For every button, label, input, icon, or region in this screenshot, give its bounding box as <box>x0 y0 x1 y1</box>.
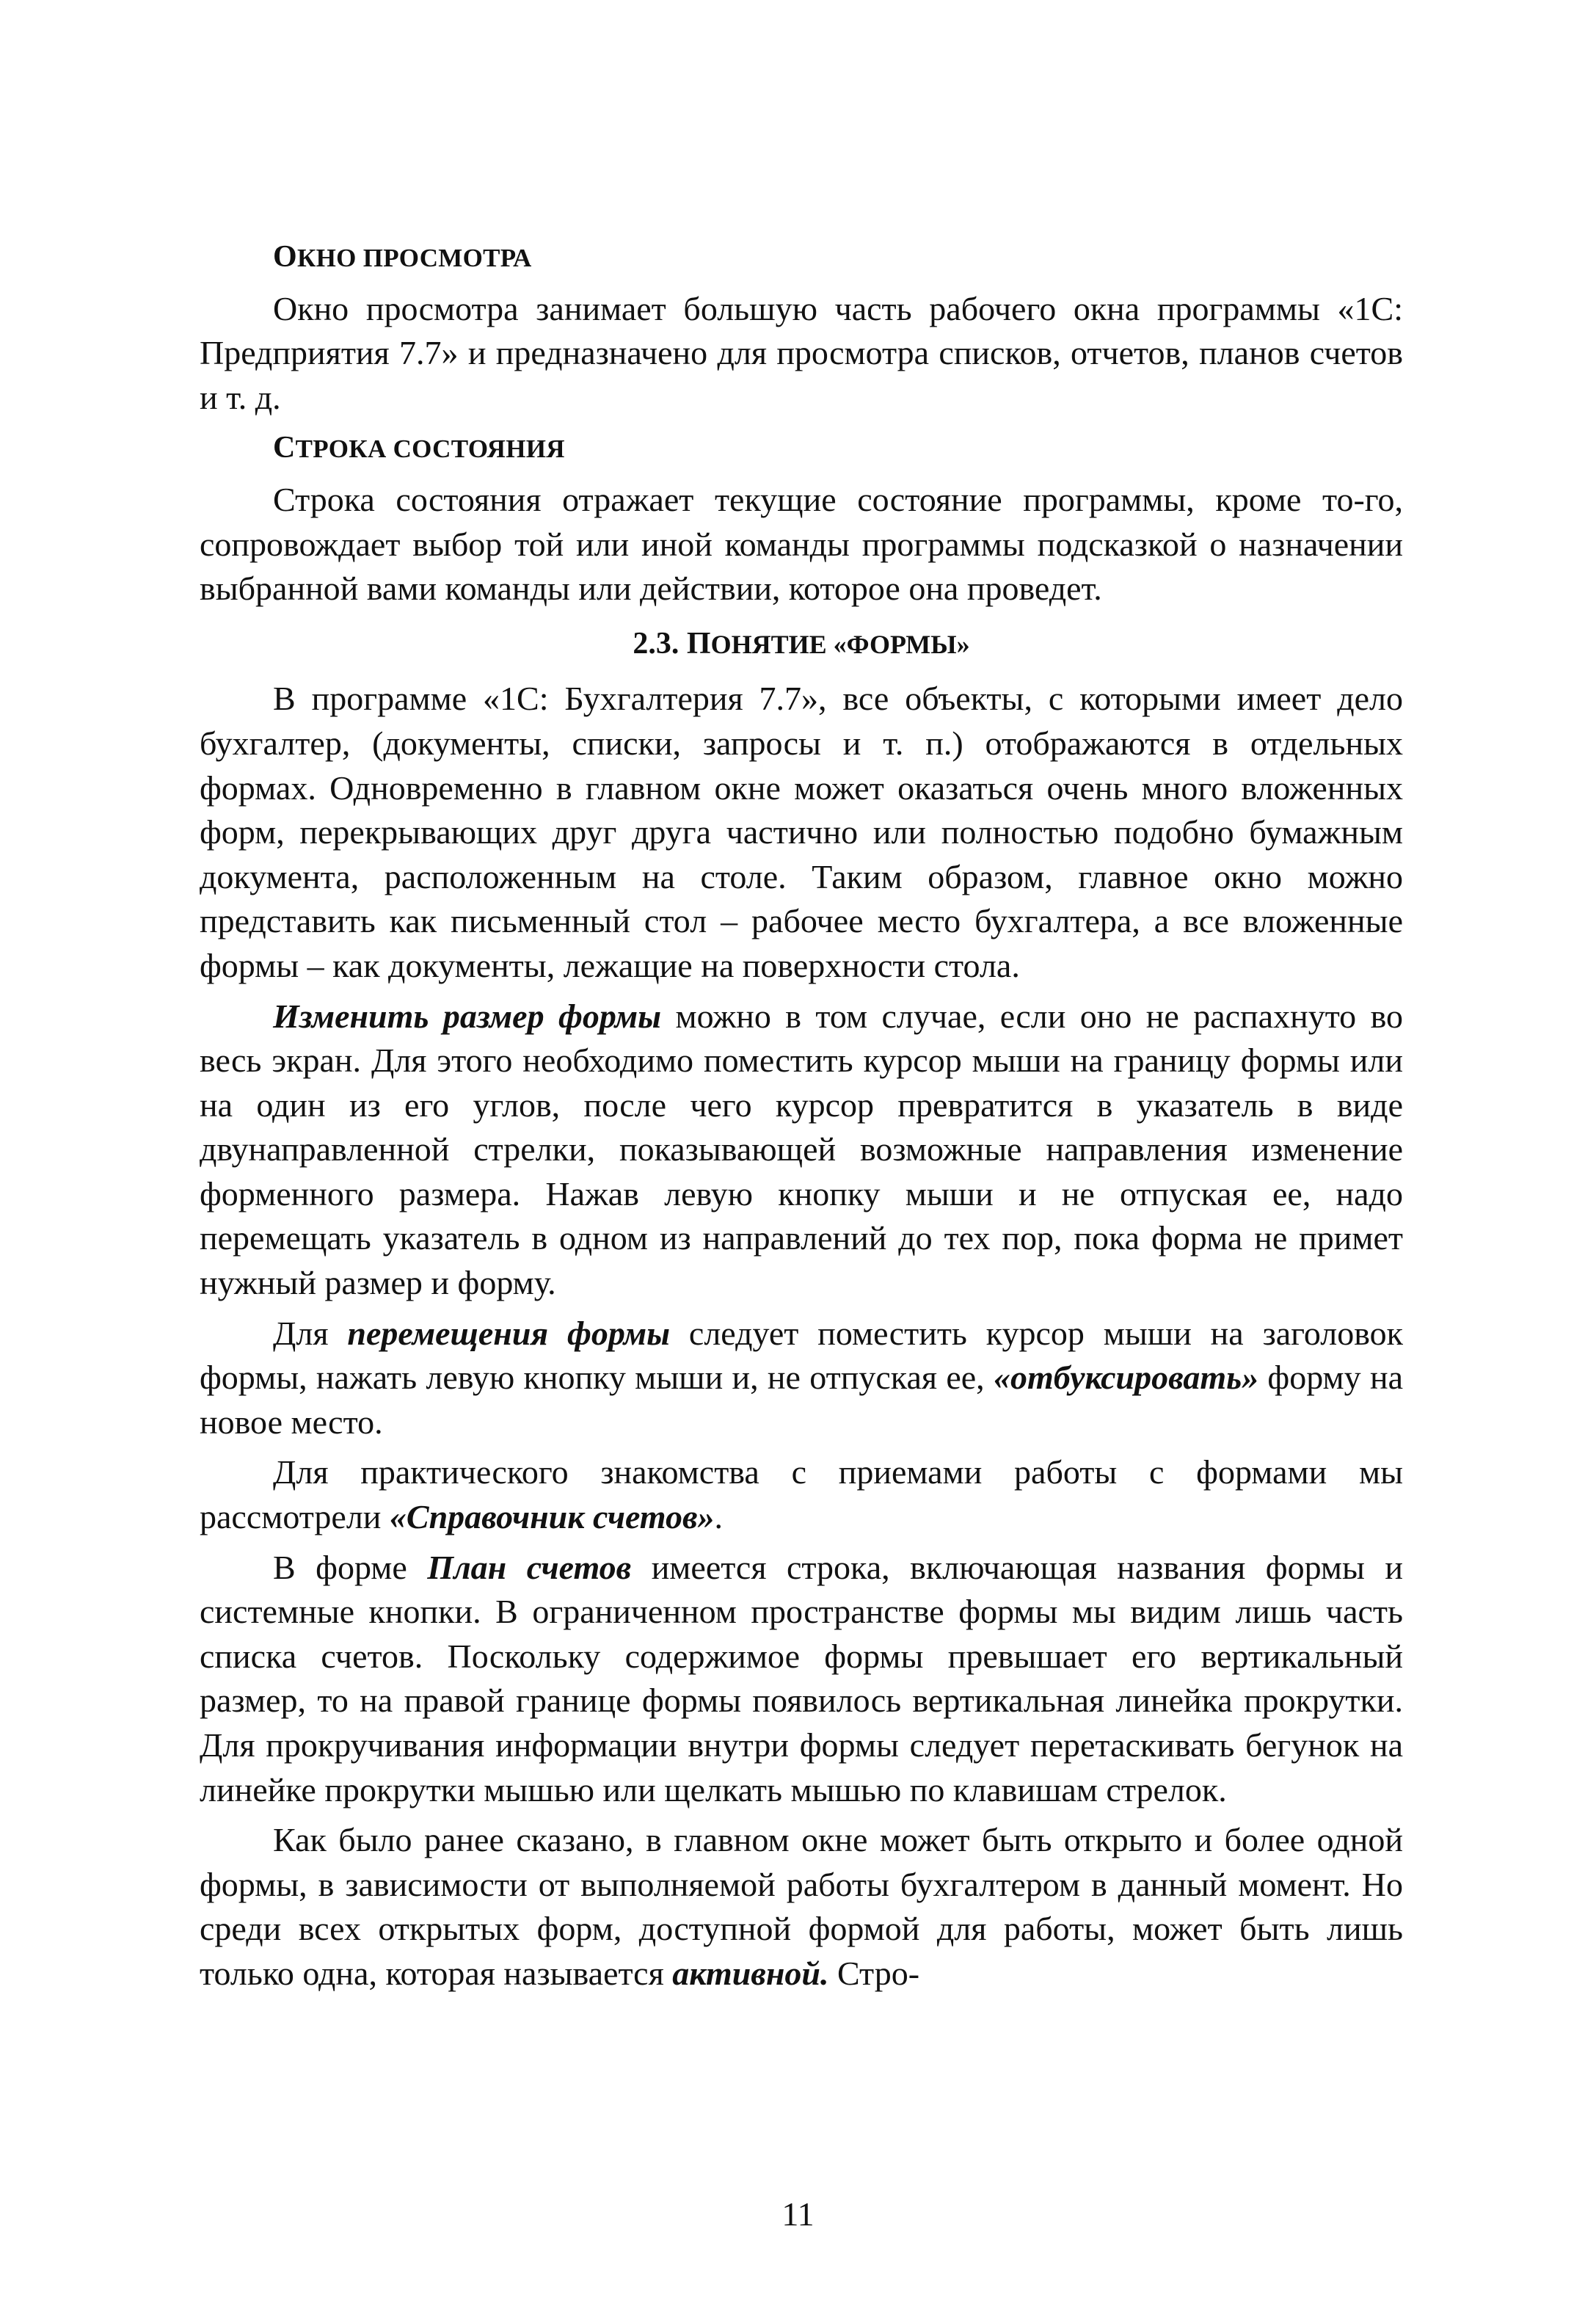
term-move-form: перемещения формы <box>347 1314 671 1352</box>
term-active: активной. <box>672 1954 829 1992</box>
subheading-rest: ТРОКА СОСТОЯНИЯ <box>295 435 565 464</box>
page-body <box>200 235 1403 2002</box>
paragraph-text: Для практического знакомства с приемами работы с формами мы рассмотрели <box>200 1453 1403 1536</box>
paragraph-practice <box>200 1450 1403 1539</box>
paragraph-status-bar: Строка состояния отражает текущие состояние программы, кроме то-го, сопровождает выбор той или иной команды программы подсказкой о назначении выбранной вами команды или действии, которое она проведет. <box>200 480 1403 608</box>
term-drag: «отбуксировать» <box>993 1359 1259 1397</box>
paragraph-view-window: Окно просмотра занимает большую часть рабочего окна программы «1С: Предприятия 7.7» и предназначено для просмотра списков, отчетов, планов счетов и т. д. <box>200 289 1403 416</box>
page-number: 11 <box>781 2195 815 2233</box>
section-title-rest: ОНЯТИЕ «ФОРМЫ» <box>710 629 970 659</box>
paragraph-text: Как было ранее сказано, в главном окне может быть открыто и более одной формы, в зависимости от выполняемой работы бухгалтером в данный момент. Но среди всех открытых форм, доступной формой для работы, может быть лишь только одна, которая называется <box>200 1821 1403 1992</box>
paragraph-text: Стро- <box>828 1954 920 1992</box>
subheading-initial: С <box>273 431 296 465</box>
paragraph-move-form <box>200 1312 1403 1445</box>
paragraph-active-form <box>200 1818 1403 1996</box>
paragraph-text: можно в том случае, если оно не распахнуто во весь экран. Для этого необходимо поместить курсор мыши на границу формы или на один из его углов, после чего курсор превратится в указатель в виде двунаправленной стрелки, показывающей возможные направления изменение форменного размера. Нажав левую кнопку мыши и не отпуская ее, надо перемещать указатель в одном из направлений до тех пор, пока форма не примет нужный размер и форму. <box>200 997 1404 1302</box>
paragraph-chart-of-accounts <box>200 1546 1403 1813</box>
subheading-rest: КНО ПРОСМОТРА <box>296 244 532 272</box>
paragraph-text: Для <box>273 1314 348 1352</box>
term-chart-of-accounts: План счетов <box>427 1548 632 1586</box>
paragraph-text: . <box>714 1498 724 1536</box>
section-number: 2.3. П <box>633 626 711 661</box>
term-resize-form: Изменить размер формы <box>273 997 662 1035</box>
section-title <box>200 622 1403 667</box>
subheading-view-window <box>200 235 1403 281</box>
subheading-initial: О <box>273 240 297 274</box>
paragraph-text: форму на новое место. <box>200 1359 1403 1441</box>
term-accounts-directory: «Справочник счетов» <box>389 1498 715 1536</box>
paragraph-text: следует поместить курсор мыши на заголовок формы, нажать левую кнопку мыши и, не отпуская ее, <box>200 1314 1403 1397</box>
paragraph-resize-form <box>200 995 1403 1306</box>
paragraph-forms-intro: В программе «1С: Бухгалтерия 7.7», все объекты, с которыми имеет дело бухгалтер, (документы, списки, запросы и т. п.) отображаются в отдельных формах. Одновременно в главном окне может оказаться очень много вложенных форм, перекрывающих друг друга частично или полностью подобно бумажным документа, расположенным на столе. Таким образом, главное окно можно представить как письменный стол – рабочее место бухгалтера, а все вложенные формы – как документы, лежащие на поверхности стола. <box>200 680 1403 984</box>
paragraph-text: имеется строка, включающая названия формы и системные кнопки. В ограниченном пространстве формы мы видим лишь часть списка счетов. Поскольку содержимое формы превышает его вертикальный размер, то на правой границе формы появилось вертикальная линейка прокрутки. Для прокручивания информации внутри формы следует перетаскивать бегунок на линейке прокрутки мышью или щелкать мышью по клавишам стрелок. <box>200 1548 1403 1808</box>
subheading-status-bar <box>200 426 1403 472</box>
paragraph-text: В форме <box>273 1548 428 1586</box>
